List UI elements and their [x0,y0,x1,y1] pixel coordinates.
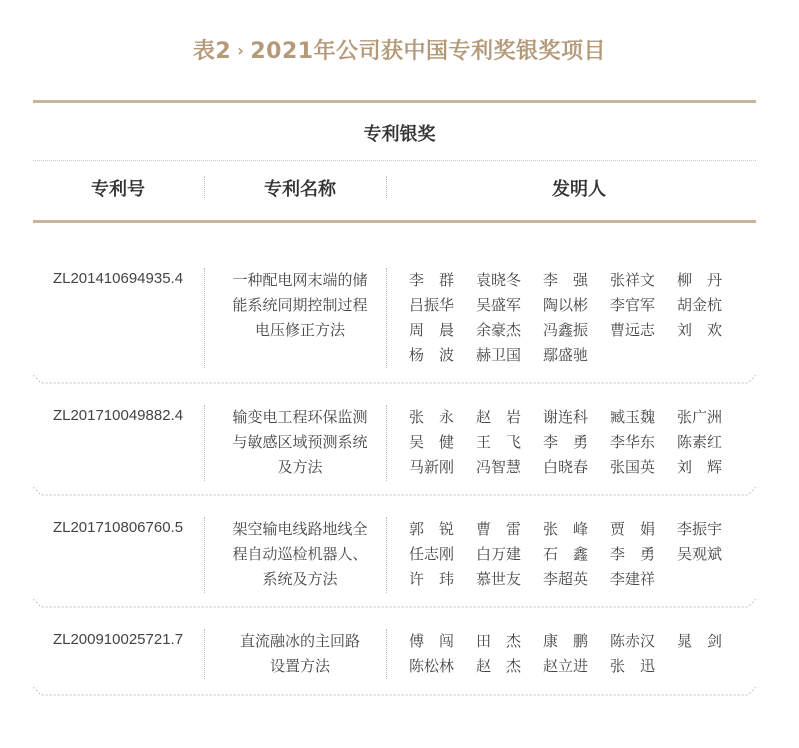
inventor-name: 陈松林 [409,657,455,675]
patent-name-line: 与敏感区域预测系统 [232,433,368,451]
patent-name-line: 设置方法 [269,657,330,675]
patent-name-line: 电压修正方法 [254,321,345,339]
inventor-name: 郭 锐 [409,520,455,538]
top-rule [33,100,756,103]
table-row [33,405,756,481]
inventor-name: 张广洲 [677,408,723,426]
inventor-name: 吴观斌 [677,545,723,563]
inventor-name: 李华东 [610,433,656,451]
inventor-name: 胡金杭 [677,296,723,314]
row-divider [33,599,756,609]
patent-name-line: 程自动巡检机器人、 [232,545,368,563]
inventor-name: 冯鑫振 [543,321,589,339]
patent-name-line: 及方法 [277,458,323,476]
inventor-name: 周 晨 [409,321,455,339]
inventor-name: 赵立进 [543,657,589,675]
inventor-name: 杨 波 [409,346,455,364]
inventor-name: 吕振华 [409,296,455,314]
inventor-name: 陶以彬 [543,296,589,314]
inventor-name: 李官军 [610,296,656,314]
inventor-name: 张 峰 [543,520,589,538]
column-divider [386,629,387,679]
inventor-list [409,517,749,592]
inventor-name: 曹远志 [610,321,656,339]
header-rule [33,220,756,223]
inventor-list [409,629,749,679]
inventor-name: 冯智慧 [476,458,522,476]
patent-name-line: 一种配电网末端的储 [232,271,368,289]
inventor-name: 康 鹏 [543,632,589,650]
inventor-name: 张祥文 [610,271,656,289]
header-patent-no: 专利号 [91,179,145,200]
inventor-name: 鄢盛驰 [543,346,589,364]
header-divider [386,176,387,198]
inventor-name: 谢连科 [543,408,589,426]
patent-name [215,405,385,480]
inventor-name: 王 飞 [476,433,522,451]
inventor-name: 曹 雷 [476,520,522,538]
inventor-name: 赫卫国 [476,346,522,364]
inventor-name: 贾 娟 [610,520,656,538]
inventor-name: 陈素红 [677,433,723,451]
inventor-name: 臧玉魏 [610,408,656,426]
inventor-name: 张国英 [610,458,656,476]
patent-name-line: 输变电工程环保监测 [232,408,368,426]
patent-name [215,517,385,592]
header-divider [204,176,205,198]
inventor-name: 吴 健 [409,433,455,451]
table-row [33,268,756,368]
column-divider [386,517,387,593]
patent-number: ZL201710049882.4 [52,407,184,424]
table-row [33,517,756,593]
inventor-name: 晁 剑 [677,632,723,650]
inventor-list [409,268,749,368]
inventor-name: 李 群 [409,271,455,289]
inventor-name: 白晓春 [543,458,589,476]
patent-number: ZL201410694935.4 [52,270,184,287]
header-inventors: 发明人 [552,179,606,200]
column-divider [204,517,205,593]
table-row [33,629,756,679]
patent-number: ZL200910025721.7 [52,631,184,648]
table-title-text: 2021年公司获中国专利奖银奖项目 [250,39,607,64]
column-divider [386,268,387,368]
header-patent-name: 专利名称 [264,179,336,200]
table-label: 表2 [192,39,232,64]
inventor-name: 许 玮 [409,570,455,588]
inventor-name: 任志刚 [409,545,455,563]
column-divider [204,268,205,368]
inventor-name: 傅 闯 [409,632,455,650]
patent-name-line: 能系统同期控制过程 [232,296,368,314]
inventor-name: 慕世友 [476,570,522,588]
inventor-name: 李建祥 [610,570,656,588]
inventor-name: 李 强 [543,271,589,289]
column-divider [204,405,205,481]
inventor-name: 马新刚 [409,458,455,476]
patent-name [215,268,385,343]
inventor-name: 刘 辉 [677,458,723,476]
inventor-name: 张 永 [409,408,455,426]
inventor-name: 李超英 [543,570,589,588]
inventor-name: 李 勇 [610,545,656,563]
inventor-name: 刘 欢 [677,321,723,339]
row-divider [33,687,756,697]
inventor-name: 陈赤汉 [610,632,656,650]
inventor-name: 赵 岩 [476,408,522,426]
column-divider [386,405,387,481]
patent-number: ZL201710806760.5 [52,519,184,536]
chevron-right-icon: › [237,41,245,60]
patent-name-line: 系统及方法 [262,570,338,588]
table-title [0,34,799,65]
inventor-name: 石 鑫 [543,545,589,563]
inventor-name: 余豪杰 [476,321,522,339]
patent-name [215,629,385,679]
inventor-name: 李振宇 [677,520,723,538]
inventor-name: 袁晓冬 [476,271,522,289]
inventor-name: 田 杰 [476,632,522,650]
inventor-name: 张 迅 [610,657,656,675]
patent-name-line: 直流融冰的主回路 [239,632,360,650]
section-divider [33,160,756,161]
inventor-list [409,405,749,480]
section-title: 专利银奖 [363,124,436,145]
inventor-name: 吴盛军 [476,296,522,314]
inventor-name: 柳 丹 [677,271,723,289]
patent-name-line: 架空输电线路地线全 [232,520,368,538]
row-divider [33,375,756,385]
row-divider [33,487,756,497]
column-divider [204,629,205,679]
inventor-name: 赵 杰 [476,657,522,675]
inventor-name: 白万建 [476,545,522,563]
inventor-name: 李 勇 [543,433,589,451]
